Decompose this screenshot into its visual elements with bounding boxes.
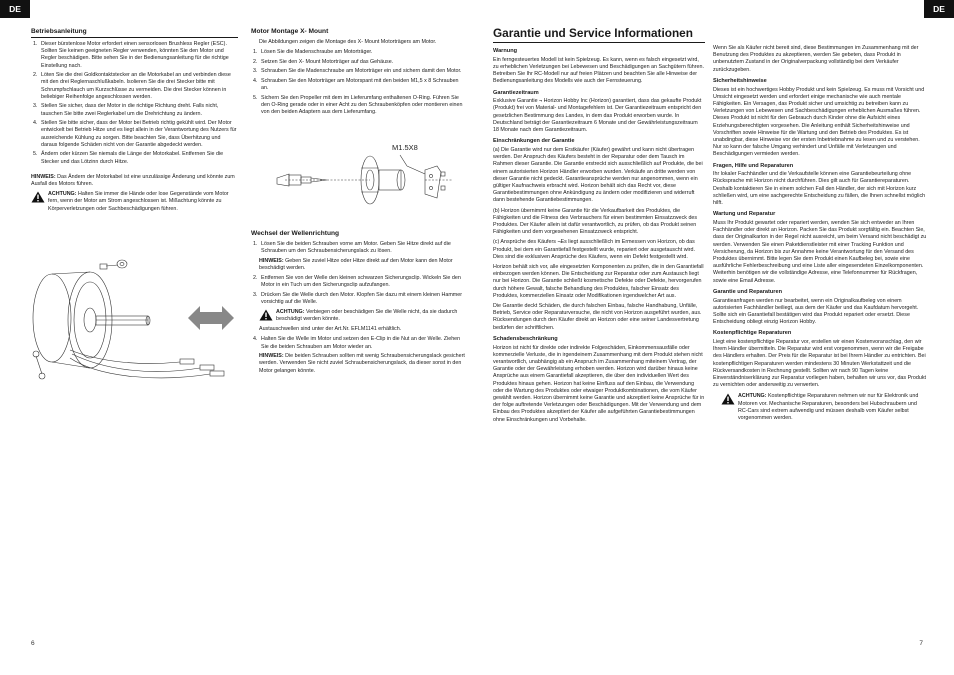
heading-garantiezeitraum: Garantiezeitraum (493, 89, 539, 96)
warning-text: Verbiegen oder beschädigen Sie die Welle nicht, da sie dadurch beschädigt werden könnte. (276, 308, 458, 322)
text-garantie-reparaturen: Garantieanfragen werden nur bearbeitet, wenn ein Originalkaufbeleg von einem autorisierten Fachhändler beiliegt, aus dem der Käufer und das Kaufdatum hervorgeht. Sollte sich ein Garantiefall bestätigen wird das Produkt repariert oder ersetzt. Diese Entscheidung obliegt einzig Horizon Hobby. (713, 297, 919, 326)
mount-intro: Die Abbildungen zeigen die Montage des X- Mount Motorträgers am Motor. (259, 39, 437, 45)
heading-garantie-reparaturen: Garantie und Reparaturen (713, 288, 783, 295)
page-number-left: 6 (31, 640, 35, 647)
heading-einschraenkungen: Einschränkungen der Garantie (493, 138, 575, 145)
section-title-shaft: Wechsel der Wellenrichtung (251, 230, 340, 237)
list-item: 5. Ändern oder kürzen Sie niemals die Länge der Motorkabel. Entfernen Sie die Stecker und das Lötzinn durch Hitze. (39, 151, 238, 165)
list-item: 2. Löten Sie die drei Goldkontaktstecker an die Motorkabel an und verbinden diese mit den drei Reglernaschlußkabeln. Isolieren Sie die drei Stecker bitte mit Schrumpfschlauch um Kurzschlüsse zu vermeiden. Die drei Stecker können in beliebiger Reihenfolge angeschlossen werden. (39, 72, 238, 101)
warning-label: ACHTUNG: (276, 308, 305, 315)
heading-fragen-hilfe: Fragen, Hilfe und Reparaturen (713, 162, 794, 169)
list-item: 2. Entfernen Sie von der Welle den kleinen schwarzen Sicherungsclip. Wickeln Sie den Motor in ein Tuch um den Sicherungsclip aufzufangen. (259, 275, 465, 289)
text-einschraenkungen-c: (c) Ansprüche des Käufers ¬Es liegt ausschließlich im Ermessen von Horizon, ob das Produkt, bei dem ein Garantiefall festgestellt wurde, repariert oder ausgetauscht wird. Dies sind die exklusiven Ansprüche des Käufers, wenn ein Defekt festgestellt wird. (493, 239, 695, 260)
warning-text: Halten Sie immer die Hände oder lose Gegenstände vom Motor fern, wenn der Motor am Strom angeschlossen ist. Mißachtung könnte zu Körperverletzungen oder Sachbeschädigungen führen. (48, 191, 229, 212)
page-title: Garantie und Service Informationen (493, 26, 705, 43)
note-label: HINWEIS: (259, 257, 284, 264)
heading-wartung: Wartung und Reparatur (713, 211, 776, 218)
warning-triangle-icon (31, 191, 45, 203)
list-item: 4. Stellen Sie bitte sicher, dass der Motor bei Betrieb richtig gekühlt wird. Der Motor entwickelt bei Betrieb Hitze und es liegt allein in der Verantwortung des Nutzers für ausreichende Kühlung zu sorgen. Bitte beachten Sie, dass Überhitzung und daraus folgende Schäden nicht von der Garantie abgedeckt werden. (39, 120, 238, 149)
column-mount-instructions (251, 28, 465, 119)
column-operating-instructions (31, 28, 238, 216)
shaft-steps-c (251, 336, 465, 350)
language-tab-left: DE (0, 0, 30, 18)
mount-steps (251, 49, 465, 116)
column-service (713, 45, 927, 425)
list-item: 3. Schrauben Sie die Madenschraube am Motorträger ein und sichern damit den Motor. (259, 68, 465, 75)
section-title-operating: Betriebsanleitung (31, 28, 238, 38)
shaft-steps-a (251, 241, 465, 255)
list-item: 1. Dieser bürstenlose Motor erfordert einen sensorlosen Brushless Regler (ESC). Sollten Sie keinen geeigneten Regler verwenden, könnten Sie den Motor und Regler beschädigen. Bitte sehen Sie in der Bedienungsanleitung für die richtige Einstellung nach. (39, 41, 238, 70)
note-motor-wires (31, 174, 238, 188)
note-label: HINWEIS: (31, 173, 56, 180)
motor-wire-illustration (30, 258, 250, 388)
double-arrow-icon (188, 306, 234, 330)
warning-label: ACHTUNG: (48, 191, 77, 198)
list-item: 1. Lösen Sie die beiden Schrauben vorne am Motor. Geben Sie Hitze direkt auf die Schrauben um den Schraubensicherungslack zu lösen. (259, 241, 465, 255)
exploded-mount-illustration (275, 140, 455, 230)
heading-warnung: Warnung (493, 48, 518, 54)
text-einschraenkungen-b: (b) Horizon übernimmt keine Garantie für die Verkaufbarkeit des Produktes, die Fähigkeiten und die Fitness des Verbrauchers für einen bestimmten Einsatzzweck des Produktes. Der Käufer allein ist dafür verantwortlich, zu prüfen, ob das Produkt seinen Fähigkeiten und dem vorgesehenen Einsatzzweck entspricht. (493, 207, 698, 236)
replacement-shaft-text: Austauschwellen sind unter der Art.Nr. EFLM1141 erhältlich. (259, 326, 402, 333)
heading-kostenpflichtig: Kostenpflichtige Reparaturen (713, 330, 792, 337)
list-item: 1. Lösen Sie die Madenschraube am Motorträger. (259, 49, 465, 56)
text-return-intro: Wenn Sie als Käufer nicht bereit sind, diese Bestimmungen im Zusammenhang mit der Benutzung des Produktes zu akzeptieren, werden Sie gebeten, dass Produkt in unbenutztem Zustand in der Originalverpackung vollständig bei dem Verkäufer zurückzugeben. (713, 45, 919, 73)
heading-schadensbeschraenkung: Schadensbeschränkung (493, 335, 558, 342)
note-text: Geben Sie zuviel Hitze oder Hitze direkt auf den Motor kann den Motor beschädigt werden. (259, 257, 453, 271)
warning-repairs (713, 393, 927, 422)
note-text: Das Ändern der Motorkabel ist eine unzulässige Änderung und könnte zum Ausfall des Motors führen. (31, 173, 235, 188)
text-schadensbeschraenkung: Horizon ist nicht für direkte oder indirekte Folgeschäden, Einkommensausfälle oder kommerzielle Verluste, die in irgendeinem Zusammenhang mit dem Produkt stehen nicht verantwortlich, unabhängig ab ein Anspruch im Zusammenhang miteinem Vertrag, der Garantie oder der Gewährleistung erhoben werden. Horizon wird darüber hinaus keine Ansprüche aus einem Garantiefall akzeptieren, die über den individuellen Wert des Produktes hinaus gehen. Horizon hat keine Einfluss auf den Einbau, die Verwendung oder die Wartung des Produktes oder etwaiger Produktkombinationen, die vom Käufer gewählt werden. Horizon übernimmt keine Garantie und akzeptiert keine Ansprüche für in der folge auftretende Verletzungen oder Beschädigungen. Mit der Verwendung und dem Einbau des Produktes akzeptiert der Käufer alle aufgeführten Garantiebestimmungen ohne Einschränkungen und Vorbehalte. (493, 344, 705, 423)
warning-label: ACHTUNG: (738, 393, 767, 400)
column-shaft-reversal (251, 230, 465, 378)
text-fragen-hilfe: Ihr lokaler Fachhändler und die Verkaufstelle können eine Garantiebeurteilung ohne Rücksprache mit Horizon nicht durchführen. Dies gilt auch für Garantiereparaturen. Deshalb kontaktieren Sie in einem solchen Fall den Händler, der sich mit Horizon kurz schließen wird, um eine sachgerechte Entscheidung zu fällen, die Ihnen schnellst möglich hilft. (713, 171, 926, 207)
note-heat (251, 258, 465, 272)
screw-size-label: M1.5X8 (392, 143, 418, 152)
note-text: Die beiden Schrauben sollten mit wenig Schraubensicherungslack gesichert werden. Verwenden Sie nicht zuviel Schraubensicherungslack, da dieser sonst in den Motor gelangen könnte. (259, 353, 465, 374)
list-item: 3. Stellen Sie sicher, dass der Motor in die richtige Richtung dreht. Falls nicht, tauschen Sie bitte zwei Reglerkabel um die Drehrichtung zu ändern. (39, 103, 238, 117)
text-kostenpflichtig: Liegt eine kostenpflichtige Reparatur vor, erstellen wir einen Kostenvoranschlag, den wir Ihrem Händler übermitteln. Die Reparatur wird erst vorgenommen, wenn wir die Freigabe des Händlers erhalten. Der Preis für die Reparatur ist bei Ihrem Händler zu entrichten. Bei kostenpflichtigen Reparaturen werden mindestens 30 Minuten Werkstattzeit und die Rückversandkosten in Rechnung gestellt. Sollten wir nach 90 Tagen keine Einverständniserklärung zur Reparatur vorliegen haben, behalten wir uns vor, das Produkt zu vernichten oder anderweitig zu verwerten. (713, 339, 926, 389)
page-number-right: 7 (919, 640, 923, 647)
note-threadlock (251, 353, 465, 375)
language-tab-right: DE (924, 0, 954, 18)
column-warranty (493, 26, 705, 427)
warning-triangle-icon (721, 393, 735, 405)
list-item: 5. Sichern Sie den Propeller mit dem im Lieferumfang enthaltenen O-Ring. Führen Sie den O-Ring gerade oder in einer Acht zu den Schraubenköpfen oder montieren einen von den beiden Adaptern aus dem Lieferumfang. (259, 95, 465, 117)
warning-shaft (251, 309, 465, 323)
warning-triangle-icon (259, 309, 273, 321)
text-warnung: Ein ferngesteuertes Modell ist kein Spielzeug. Es kann, wenn es falsch eingesetzt wird, zu erheblichen Verletzungen bei Lebewesen und Beschädigungen an Sachgütern führen. Betreiben Sie Ihr RC-Modell nur auf freien Plätzen und beachten Sie alle Hinweise der Bedienungsanleitung des Modells wie auch der Fernsteuerung. (493, 56, 704, 85)
mount-figure (275, 140, 455, 230)
text-garantiezeitraum: Exklusive Garantie ¬ Horizon Hobby Inc (Horizon) garantiert, dass das gekaufte Produkt (Produkt) frei von Material- und Montagefehlern ist. Der Garantiezeitraum entspricht den gesetzlichen Bestimmung des Landes, in dem das Produkt erworben wurde. In Deutschland beträgt der Garantiezeitraum 6 Monate und der Gewährleistungszeitraum 18 Monate nach dem Garantiezeitraum. (493, 98, 702, 134)
heading-sicherheitshinweise: Sicherheitshinweise (713, 77, 767, 84)
text-sicherheitshinweise: Dieses ist ein hochwertiges Hobby Produkt und kein Spielzeug. Es muss mit Vorsicht und Umsicht eingesetzt werden und erfordert einige mechanische wie auch mentale Fähigkeiten. Ein Versagen, das Produkt sicher und umsichtig zu betreiben kann zu Verletzungen von Lebewesen und Sachbeschädigungen erheblichen Ausmaßes führen. Dieses Produkt ist nicht für den Gebrauch durch Kinder ohne die Aufsicht eines Erziehungsberechtigten vorgesehen. Die Anleitung enthält Sicherheitshinweise und Vorschriften sowie Hinweise für die Wartung und den Betrieb des Produktes. Es ist unabdingbar, diese Hinweise vor der ersten Inbetriebnahme zu lesen und zu verstehen. Nur so kann der falsche Umgang verhindert und Unfälle mit Verletzungen und Beschädigungen vermieden werden. (713, 86, 925, 158)
list-item: 4. Schrauben Sie den Motorträger am Motorspant mit den beiden M1,5 x 8 Schrauben an. (259, 78, 465, 92)
text-einschraenkungen-e: Die Garantie deckt Schäden, die durch falschen Einbau, falsche Handhabung, Unfälle, Betrieb, Service oder Reparaturversuche, die nicht von Horizon ausgeführt wurden, aus. Rücksendungen durch den Käufer direkt an Horizon oder eine seiner Landesvertretung bedürfen der schriftlichen. (493, 303, 702, 331)
warning-text: Kostenpflichtige Reparaturen nehmen wir nur für Elektronik und Motoren vor. Mechanische Reparaturen, besonders bei Hubschraubern und RC-Cars sind extrem aufwendig und müssen deshalb vom Käufer selbst vorgenommen werden. (738, 393, 919, 422)
text-einschraenkungen-d: Horizon behält sich vor, alle eingesetzten Komponenten zu prüfen, die in den Garantiefall einbezogen werden können. Die Entscheidung zur Reparatur oder zum Austausch liegt nur bei Horizon. Die Garantie schließt kosmetische Defekte oder Defekte, hervorgerufen durch höhere Gewalt, falsche Behandlung des Produktes, falscher Einsatz des Produktes, kommerziellen Einsatz oder Modifikationen irgendwelcher Art aus. (493, 263, 704, 299)
section-title-mount: Motor Montage X- Mount (251, 28, 329, 35)
shaft-steps-b (251, 275, 465, 306)
list-item: 4. Halten Sie die Welle im Motor und setzen den E-Clip in die Nut an der Welle. Ziehen Sie die beiden Schrauben am Motor wieder an. (259, 336, 465, 350)
text-wartung: Muss Ihr Produkt gewartet oder repariert werden, wenden Sie sich entweder an Ihren Fachhändler oder direkt an Horizon. Packen Sie das Produkt sorgfältig ein. Beachten Sie, dass der Originalkarton in der Regel nicht ausreicht, um beim Versand nicht beschädigt zu werden. Verwenden Sie einen Paketdienstleister mit einer Tracking Funktion und Versicherung, da Horizon bis zur Annahme keine Verantwortung für den Versand des Produktes übernimmt. Bitte legen Sie dem Produkt einen Kaufbeleg bei, sowie eine ausführliche Fehlerbeschreibung und eine Liste aller eingesendeten Einzelkomponenten. Weiterhin benötigen wir die vollständige Adresse, eine Telefonnummer für Rückfragen, sowie eine Email Adresse. (713, 219, 927, 284)
operating-steps (31, 41, 238, 166)
note-label: HINWEIS: (259, 353, 284, 360)
text-einschraenkungen-a: (a) Die Garantie wird nur dem Erstkäufer (Käufer) gewährt und kann nicht übertragen werden. Der Anspruch des Käufers besteht in der Reparatur oder dem Tausch im Rahmen dieser Garantie. Die Garantie erstreckt sich ausschließlich auf Produkte, die bei einem autorisierten Horizon Händler erworben wurden. Verkäufe an dritte werden von dieser Garantie nicht gedeckt. Garantieansprüche werden nur angenommen, wenn ein gültiger Kaufnachweis erbracht wird. Horizon behält sich das Recht vor, diese Garantiebestimmungen ohne Ankündigung zu ändern oder modifizieren und widerruft dann bestehende Garantiebestimmungen. (493, 146, 703, 204)
list-item: 2. Setzen Sie den X- Mount Motorträger auf das Gehäuse. (259, 59, 465, 66)
warning-hands (31, 191, 238, 213)
list-item: 3. Drücken Sie die Welle durch den Motor. Klopfen Sie dazu mit einem kleinen Hammer vorsichtig auf die Welle. (259, 292, 465, 306)
